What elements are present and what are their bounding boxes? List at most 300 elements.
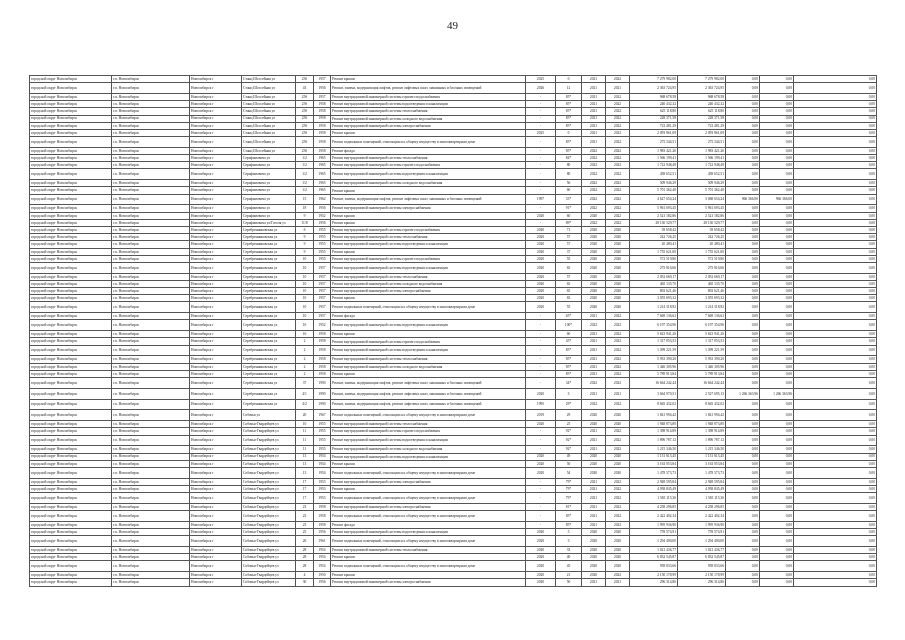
cell-house: 20 [296,410,314,421]
cell-work-type: Ремонт внутридомовой инженерной системы теплоснабжения [331,547,526,554]
cell-plan-start: 2022 [582,219,606,226]
cell-plan-start: 2021 [582,370,606,377]
table-row [30,554,877,561]
cell-owner-cost: 0,00 [794,76,877,83]
cell-settlement: г.п. Новосибирск [112,388,190,399]
cell-total-cost: 20 480,41 [630,241,678,248]
cell-year-built: 1956 [314,579,331,586]
table-row [30,155,877,162]
cell-house: 2 [296,370,314,377]
cell-budget-cost: 0,00 [726,227,760,234]
cell-municipality: городской округ Новосибирск [30,227,112,234]
cell-last-repair-year: 1997 [526,194,556,205]
cell-work-type: Ремонт внутридомовой инженерной системы водоотведения и канализации [331,101,526,108]
cell-owner-cost: 0,00 [794,108,877,115]
cell-settlement: г.п. Новосибирск [112,248,190,255]
cell-budget-cost: 0,00 [726,115,760,122]
cell-city: Новосибирск г [190,212,242,219]
cell-work-type: Ремонт внутридомовой инженерной системы теплоснабжения [331,155,526,162]
cell-municipality: городской округ Новосибирск [30,108,112,115]
cell-year-built: 1958 [314,108,331,115]
cell-year-built: 1955 [314,241,331,248]
cell-regional-cost: 0,00 [760,302,794,313]
cell-year-built: 1955 [314,234,331,241]
cell-regional-cost: 0,00 [760,378,794,389]
cell-total-cost: 242 726,25 [630,234,678,241]
cell-municipality: городской округ Новосибирск [30,115,112,122]
cell-plan-end: 2022 [606,446,630,453]
cell-work-type: Ремонт крыши [331,331,526,338]
cell-street: Собачья ул [242,410,296,421]
cell-municipality: городской округ Новосибирск [30,428,112,435]
cell-last-repair-year: 2020 [526,421,556,428]
cell-fund-cost: 16 664 242,44 [678,378,726,389]
cell-house: 2 [296,363,314,370]
cell-last-repair-year: - [526,511,556,522]
cell-owner-cost: 0,00 [794,467,877,478]
cell-total-cost: 968 678,58 [630,93,678,100]
cell-year-built: 1955 [314,428,331,435]
cell-plan-end: 2022 [606,93,630,100]
cell-owner-cost: 0,00 [794,219,877,226]
cell-street: Собачья-Гвардейцев ул [242,547,296,554]
cell-work-type: Ремонт крыши [331,212,526,219]
cell-regional-cost: 0,00 [760,248,794,255]
cell-house: 10 [296,273,314,280]
cell-owner-cost: 0,00 [794,536,877,547]
cell-house: 10 [296,295,314,302]
cell-plan-start: 2022 [582,147,606,154]
cell-last-repair-year: 2020 [526,280,556,287]
cell-regional-cost: 0,00 [760,421,794,428]
cell-city: Новосибирск г [190,511,242,522]
cell-street: Серебренниковская ул [242,241,296,248]
cell-owner-cost: 0,00 [794,262,877,273]
cell-house: 10 [296,262,314,273]
cell-regional-cost: 0,00 [760,572,794,579]
table-row [30,101,877,108]
cell-owner-cost: 0,00 [794,93,877,100]
cell-regional-cost: 0,00 [760,169,794,180]
table-row [30,255,877,262]
cell-wear-percent: 45 [556,561,582,572]
table-row [30,313,877,320]
cell-settlement: г.п. Новосибирск [112,561,190,572]
cell-owner-cost: 0,00 [794,435,877,446]
cell-street: Станц Шоссейная ул [242,122,296,129]
table-row [30,446,877,453]
cell-year-built: 1954 [314,467,331,478]
cell-work-type: Ремонт внутридомовой инженерной системы водоотведения и канализации [331,262,526,273]
cell-fund-cost: 2 052 669,17 [678,273,726,280]
cell-house: 28 [296,561,314,572]
cell-regional-cost: 0,00 [760,162,794,169]
cell-year-built: 1957 [314,93,331,100]
cell-street: Серебренниковская ул [242,262,296,273]
cell-city: Новосибирск г [190,554,242,561]
cell-regional-cost: 0,00 [760,529,794,536]
cell-last-repair-year: - [526,320,556,331]
cell-plan-end: 2022 [606,115,630,122]
cell-regional-cost: 0,00 [760,219,794,226]
cell-total-cost: 1 995 936,90 [630,521,678,528]
cell-wear-percent: 56 [556,180,582,187]
cell-municipality: городской округ Новосибирск [30,137,112,148]
table-row [30,280,877,287]
cell-last-repair-year: 2020 [526,262,556,273]
cell-fund-cost: 968 678,58 [678,93,726,100]
cell-plan-start: 2020 [582,288,606,295]
cell-fund-cost: 958 833,66 [678,561,726,572]
cell-plan-end: 2022 [606,147,630,154]
cell-street: Серебренниковская ул [242,295,296,302]
cell-work-type: Ремонт, замена, модернизация лифтов, ремонт лифтовых шахт, машинных и блочных помещений [331,194,526,205]
cell-street: Станц Шоссейная ул [242,76,296,83]
cell-settlement: г.п. Новосибирск [112,169,190,180]
cell-budget-cost: 0,00 [726,219,760,226]
cell-budget-cost: 0,00 [726,155,760,162]
cell-last-repair-year: - [526,345,556,356]
cell-regional-cost: 0,00 [760,241,794,248]
table-row [30,162,877,169]
cell-wear-percent: 71 [556,227,582,234]
cell-settlement: г.п. Новосибирск [112,227,190,234]
cell-work-type: Ремонт внутридомовой инженерной системы горячего водоснабжения [331,93,526,100]
cell-plan-end: 2022 [606,428,630,435]
cell-settlement: г.п. Новосибирск [112,529,190,536]
cell-regional-cost: 0,00 [760,295,794,302]
cell-city: Новосибирск г [190,320,242,331]
cell-owner-cost: 0,00 [794,137,877,148]
cell-wear-percent: 50 [556,460,582,467]
table-row [30,302,877,313]
cell-plan-end: 2022 [606,503,630,510]
cell-house: 10 [296,313,314,320]
cell-owner-cost: 0,00 [794,453,877,460]
cell-city: Новосибирск г [190,288,242,295]
cell-street: Станц Шоссейная ул [242,108,296,115]
cell-owner-cost: 0,00 [794,280,877,287]
cell-total-cost: 509 946,29 [630,180,678,187]
cell-city: Новосибирск г [190,205,242,212]
cell-city: Новосибирск г [190,529,242,536]
cell-last-repair-year: - [526,101,556,108]
cell-budget-cost: 0,00 [726,205,760,212]
cell-fund-cost: 3 163 053,84 [678,460,726,467]
cell-wear-percent: 60 [556,187,582,194]
cell-owner-cost: 0,00 [794,248,877,255]
cell-plan-end: 2022 [606,101,630,108]
cell-fund-cost: 1 151 613,45 [678,453,726,460]
cell-settlement: г.п. Новосибирск [112,129,190,136]
cell-house: 9 [296,212,314,219]
cell-city: Новосибирск г [190,295,242,302]
cell-plan-start: 2022 [582,187,606,194]
cell-budget-cost: 0,00 [726,248,760,255]
cell-owner-cost: 0,00 [794,338,877,345]
cell-work-type: Ремонт, замена, модернизация лифтов, ремонт лифтовых шахт, машинных и блочных помещений [331,388,526,399]
cell-settlement: г.п. Новосибирск [112,155,190,162]
cell-city: Новосибирск г [190,83,242,94]
cell-plan-end: 2022 [606,219,630,226]
cell-last-repair-year: 2026 [526,83,556,94]
cell-house: 25б [296,147,314,154]
cell-street: Серебренниковская ул [242,370,296,377]
table-row [30,169,877,180]
cell-plan-start: 2021 [582,511,606,522]
cell-street: Собачья-Гвардейцев ул [242,561,296,572]
page-number: 49 [447,20,458,32]
cell-year-built: 1965 [314,155,331,162]
cell-plan-start: 2021 [582,521,606,528]
cell-year-built: 1954 [314,547,331,554]
cell-fund-cost: 803 621,46 [678,288,726,295]
cell-budget-cost: 0,00 [726,399,760,410]
table-row [30,320,877,331]
cell-last-repair-year: 2020 [526,561,556,572]
cell-regional-cost: 0,00 [760,137,794,148]
cell-work-type: Ремонт, замена, модернизация лифтов, ремонт лифтовых шахт, машинных и блочных помещений [331,399,526,410]
cell-settlement: г.п. Новосибирск [112,363,190,370]
cell-regional-cost: 0,00 [760,320,794,331]
cell-settlement: г.п. Новосибирск [112,554,190,561]
cell-fund-cost: 1 755 621,00 [678,248,726,255]
cell-municipality: городской округ Новосибирск [30,453,112,460]
cell-house: 25б [296,76,314,83]
cell-street: Собачья-Гвардейцев ул [242,511,296,522]
cell-budget-cost: 0,00 [726,101,760,108]
table-row [30,108,877,115]
cell-municipality: городской округ Новосибирск [30,478,112,485]
cell-wear-percent: 79* [556,493,582,504]
cell-regional-cost: 0,00 [760,410,794,421]
cell-budget-cost: 0,00 [726,76,760,83]
cell-year-built: 1990 [314,378,331,389]
cell-last-repair-year: - [526,493,556,504]
cell-street: Серафимовича ул [242,205,296,212]
cell-fund-cost: 6 197 354,96 [678,320,726,331]
cell-year-built: 1965 [314,187,331,194]
cell-house: 25б [296,122,314,129]
cell-work-type: Ремонт подвальных помещений, относящихся к общему имуществу в многоквартирном доме [331,137,526,148]
cell-settlement: г.п. Новосибирск [112,241,190,248]
cell-year-built: 1952 [314,320,331,331]
cell-budget-cost: 0,00 [726,493,760,504]
cell-settlement: г.п. Новосибирск [112,101,190,108]
cell-street: Собачья-Гвардейцев ул [242,554,296,561]
cell-municipality: городской округ Новосибирск [30,288,112,295]
cell-last-repair-year: - [526,313,556,320]
cell-total-cost: 1 398 914,89 [630,428,678,435]
cell-budget-cost: 0,00 [726,262,760,273]
cell-year-built: 1954 [314,554,331,561]
cell-year-built: 1990 [314,399,331,410]
cell-municipality: городской округ Новосибирск [30,485,112,492]
cell-wear-percent: 49 [556,453,582,460]
cell-municipality: городской округ Новосибирск [30,356,112,363]
cell-plan-end: 2020 [606,262,630,273]
cell-house: 23 [296,521,314,528]
cell-owner-cost: 0,00 [794,320,877,331]
cell-house: 9 [296,234,314,241]
cell-work-type: Ремонт подвальных помещений, относящихся к общему имуществу в многоквартирном доме [331,511,526,522]
cell-plan-end: 2020 [606,255,630,262]
cell-total-cost: 2 052 669,17 [630,273,678,280]
cell-house: 4/2 [296,399,314,410]
cell-city: Новосибирск г [190,485,242,492]
cell-house: 25б [296,137,314,148]
cell-city: Новосибирск г [190,428,242,435]
cell-total-cost: 458 652,51 [630,169,678,180]
cell-plan-start: 2021 [582,122,606,129]
cell-fund-cost: 2 521 182,86 [678,212,726,219]
cell-city: Новосибирск г [190,547,242,554]
cell-city: Новосибирск г [190,313,242,320]
cell-municipality: городской округ Новосибирск [30,421,112,428]
cell-total-cost: 6 197 354,96 [630,320,678,331]
cell-municipality: городской округ Новосибирск [30,180,112,187]
cell-total-cost: 275 344,51 [630,137,678,148]
cell-year-built: 1958 [314,511,331,522]
cell-year-built: 1957 [314,313,331,320]
cell-work-type: Ремонт крыши [331,76,526,83]
cell-regional-cost: 0,00 [760,370,794,377]
cell-total-cost: 246 432,32 [630,101,678,108]
cell-regional-cost: 0,00 [760,205,794,212]
cell-last-repair-year: - [526,521,556,528]
cell-year-built: 1958 [314,101,331,108]
cell-plan-start: 2020 [582,227,606,234]
cell-plan-end: 2022 [606,511,630,522]
cell-city: Новосибирск г [190,129,242,136]
cell-plan-start: 2021 [582,428,606,435]
cell-total-cost: 1 983 421,26 [630,147,678,154]
cell-work-type: Ремонт крыши [331,572,526,579]
cell-city: Новосибирск г [190,155,242,162]
cell-fund-cost: 1 317 053,53 [678,338,726,345]
cell-fund-cost: 1 896 787,12 [678,435,726,446]
cell-plan-start: 2022 [582,155,606,162]
cell-wear-percent: 92* [556,435,582,446]
cell-year-built: 1958 [314,363,331,370]
cell-regional-cost: 0,00 [760,554,794,561]
table-row [30,248,877,255]
cell-total-cost: 4 938 845,49 [630,485,678,492]
cell-owner-cost: 0,00 [794,205,877,212]
cell-plan-start: 2020 [582,273,606,280]
cell-fund-cost: 458 652,51 [678,169,726,180]
cell-house: 13 [296,453,314,460]
cell-regional-cost: 0,00 [760,467,794,478]
cell-plan-end: 2020 [606,460,630,467]
cell-municipality: городской округ Новосибирск [30,302,112,313]
cell-plan-end: 2022 [606,212,630,219]
cell-street: Собачья-Гвардейцев ул [242,453,296,460]
cell-budget-cost: 0,00 [726,503,760,510]
cell-settlement: г.п. Новосибирск [112,453,190,460]
cell-last-repair-year: - [526,435,556,446]
cell-regional-cost: 0,00 [760,338,794,345]
cell-owner-cost: 0,00 [794,493,877,504]
cell-year-built: 1954 [314,561,331,572]
cell-owner-cost: 0,00 [794,511,877,522]
cell-wear-percent: 33 [556,547,582,554]
cell-regional-cost: 0,00 [760,273,794,280]
cell-total-cost: 759 574,91 [630,529,678,536]
cell-city: Новосибирск г [190,262,242,273]
cell-municipality: городской округ Новосибирск [30,511,112,522]
cell-plan-end: 2022 [606,205,630,212]
cell-plan-end: 2022 [606,137,630,148]
table-row [30,227,877,234]
cell-work-type: Ремонт внутридомовой инженерной системы электроснабжения [331,579,526,586]
cell-wear-percent: 89* [556,219,582,226]
cell-city: Новосибирск г [190,115,242,122]
cell-municipality: городской округ Новосибирск [30,280,112,287]
cell-city: Новосибирск г [190,378,242,389]
cell-regional-cost: 0,00 [760,155,794,162]
cell-work-type: Ремонт подвальных помещений, относящихся к общему имуществу в многоквартирном доме [331,302,526,313]
cell-settlement: г.п. Новосибирск [112,521,190,528]
cell-budget-cost: 0,00 [726,554,760,561]
cell-plan-end: 2020 [606,554,630,561]
cell-regional-cost: 0,00 [760,262,794,273]
cell-plan-end: 2021 [606,579,630,586]
cell-total-cost: 39 658,42 [630,227,678,234]
table-row [30,129,877,136]
cell-municipality: городской округ Новосибирск [30,561,112,572]
cell-year-built: 1955 [314,227,331,234]
cell-plan-start: 2022 [582,205,606,212]
cell-regional-cost: 0,00 [760,446,794,453]
cell-work-type: Ремонт внутридомовой инженерной системы теплоснабжения [331,108,526,115]
cell-budget-cost: 0,00 [726,453,760,460]
cell-wear-percent: 84* [556,155,582,162]
cell-fund-cost: 2 093 861,69 [678,129,726,136]
cell-wear-percent: 55 [556,255,582,262]
cell-municipality: городской округ Новосибирск [30,378,112,389]
cell-city: Новосибирск г [190,460,242,467]
cell-regional-cost: 0,00 [760,234,794,241]
cell-budget-cost: 0,00 [726,108,760,115]
cell-settlement: г.п. Новосибирск [112,162,190,169]
cell-owner-cost: 0,00 [794,302,877,313]
cell-year-built: 1956 [314,83,331,94]
cell-wear-percent: 91* [556,205,582,212]
cell-house: 11 [296,428,314,435]
cell-wear-percent: 0 [556,76,582,83]
cell-fund-cost: 28 130 529,77 [678,219,726,226]
cell-settlement: г.п. Новосибирск [112,194,190,205]
cell-municipality: городской округ Новосибирск [30,234,112,241]
cell-fund-cost: 1 566 199,41 [678,155,726,162]
cell-municipality: городской округ Новосибирск [30,554,112,561]
cell-regional-cost: 0,00 [760,579,794,586]
cell-house: 1/2 [296,162,314,169]
cell-budget-cost: 0,00 [726,467,760,478]
cell-plan-start: 2020 [582,561,606,572]
cell-regional-cost: 0,00 [760,493,794,504]
table-row [30,76,877,83]
cell-work-type: Ремонт внутридомовой инженерной системы горячего водоснабжения [331,338,526,345]
cell-municipality: городской округ Новосибирск [30,345,112,356]
cell-city: Новосибирск г [190,536,242,547]
cell-owner-cost: 0,00 [794,554,877,561]
cell-owner-cost: 0,00 [794,345,877,356]
cell-street: Серебренниковская ул [242,356,296,363]
cell-house: 1/2 [296,169,314,180]
cell-regional-cost: 0,00 [760,453,794,460]
